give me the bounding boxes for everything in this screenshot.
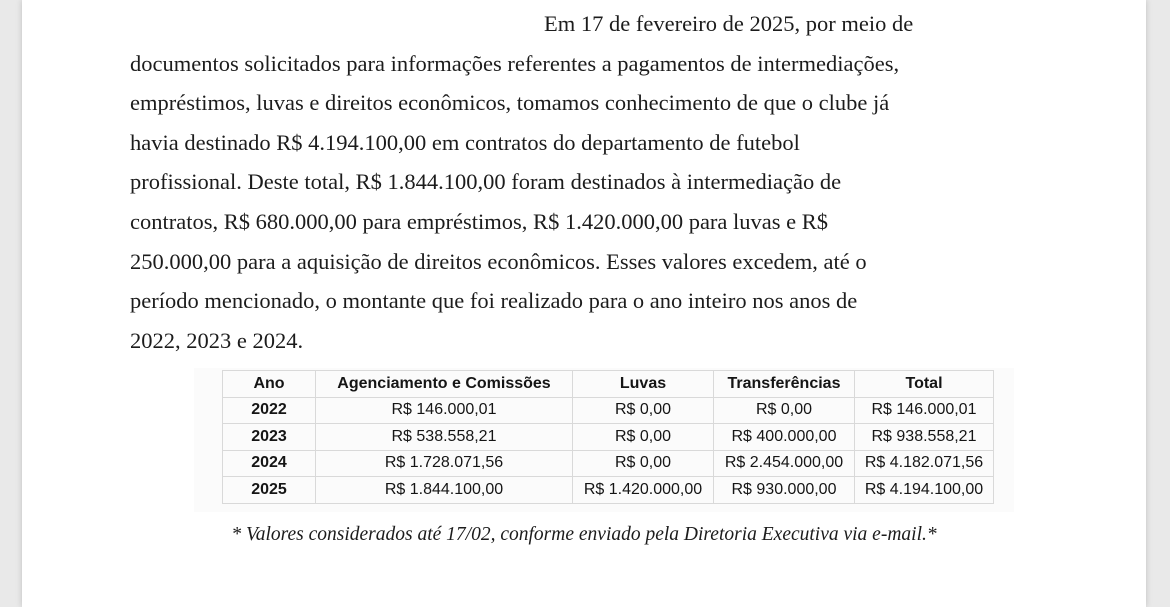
header-ano: Ano [223, 371, 316, 398]
header-transferencias: Transferências [714, 371, 855, 398]
cell-transferencias: R$ 930.000,00 [714, 477, 855, 504]
cell-luvas: R$ 1.420.000,00 [573, 477, 714, 504]
paragraph-line: havia destinado R$ 4.194.100,00 em contratos do departamento de futebol [130, 129, 800, 155]
cell-agenciamento: R$ 538.558,21 [316, 424, 573, 451]
paragraph-line: documentos solicitados para informações referentes a pagamentos de intermediações, [130, 50, 900, 76]
table-row [223, 477, 994, 504]
cell-agenciamento: R$ 1.728.071,56 [316, 450, 573, 477]
cell-total: R$ 4.182.071,56 [855, 450, 994, 477]
table-row [223, 424, 994, 451]
payments-table-image [194, 368, 1014, 512]
paragraph-line: profissional. Deste total, R$ 1.844.100,00 foram destinados à intermediação de [130, 169, 842, 195]
table-row [223, 450, 994, 477]
cell-year: 2024 [223, 450, 316, 477]
cell-total: R$ 938.558,21 [855, 424, 994, 451]
cell-total: R$ 146.000,01 [855, 397, 994, 424]
cell-transferencias: R$ 0,00 [714, 397, 855, 424]
paragraph-line: período mencionado, o montante que foi realizado para o ano inteiro nos anos de [130, 288, 858, 314]
paragraph-line: contratos, R$ 680.000,00 para empréstimos, R$ 1.420.000,00 para luvas e R$ [130, 208, 829, 234]
header-total: Total [855, 371, 994, 398]
cell-year: 2022 [223, 397, 316, 424]
body-paragraph [130, 4, 1064, 360]
paragraph-line: 250.000,00 para a aquisição de direitos econômicos. Esses valores excedem, até o [130, 248, 867, 274]
cell-total: R$ 4.194.100,00 [855, 477, 994, 504]
document-page [22, 0, 1146, 607]
cell-luvas: R$ 0,00 [573, 450, 714, 477]
cell-luvas: R$ 0,00 [573, 424, 714, 451]
paragraph-line: empréstimos, luvas e direitos econômicos, tomamos conhecimento de que o clube já [130, 90, 890, 116]
cell-year: 2025 [223, 477, 316, 504]
table-header-row [223, 371, 994, 398]
paragraph-line: Em 17 de fevereiro de 2025, por meio de [544, 11, 914, 36]
payments-table [222, 370, 994, 504]
cell-agenciamento: R$ 146.000,01 [316, 397, 573, 424]
cell-transferencias: R$ 2.454.000,00 [714, 450, 855, 477]
footnote: * Valores considerados até 17/02, conforme enviado pela Diretoria Executiva via e-mail.* [231, 524, 937, 545]
header-agenciamento: Agenciamento e Comissões [316, 371, 573, 398]
cell-transferencias: R$ 400.000,00 [714, 424, 855, 451]
paragraph-line: 2022, 2023 e 2024. [130, 327, 304, 353]
cell-year: 2023 [223, 424, 316, 451]
cell-luvas: R$ 0,00 [573, 397, 714, 424]
header-luvas: Luvas [573, 371, 714, 398]
cell-agenciamento: R$ 1.844.100,00 [316, 477, 573, 504]
table-row [223, 397, 994, 424]
